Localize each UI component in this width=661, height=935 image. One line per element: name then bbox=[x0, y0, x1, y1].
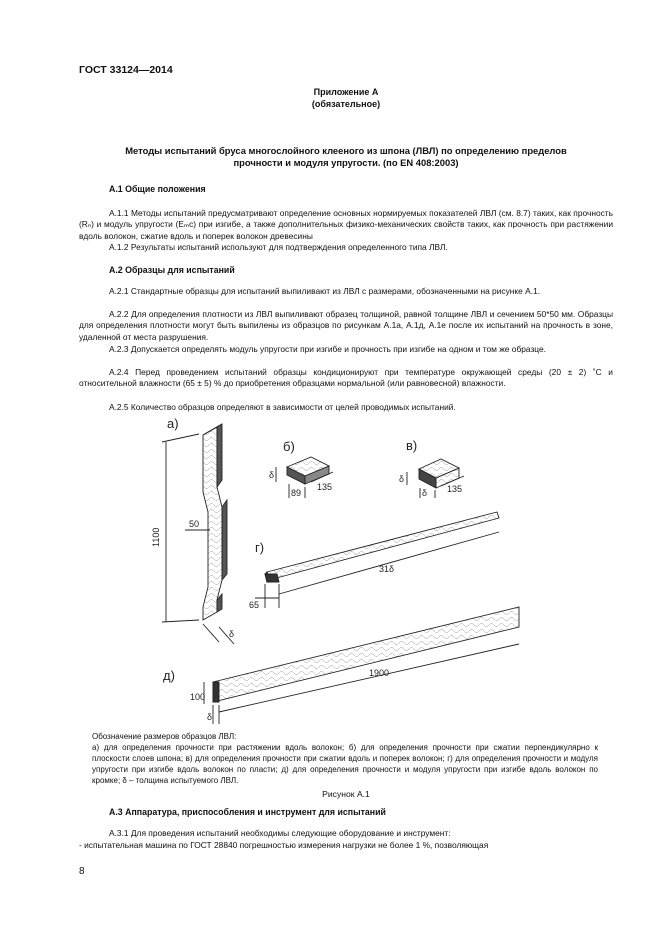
figure-caption-intro: Обозначение размеров образцов ЛВЛ: bbox=[92, 732, 237, 741]
dim-delta-v-2: δ bbox=[422, 488, 428, 498]
paragraph-a31: А.3.1 Для проведения испытаний необходимы следующие оборудование и инструмент: bbox=[109, 828, 451, 838]
paragraph-a24: А.2.4 Перед проведением испытаний образцы кондиционируют при температуре окружающей среды (20 ± 2) ˚С и относительной влажности (65 ± 5) % до приобретения образцами нормальной (или равновесной) влажности. bbox=[79, 367, 613, 389]
dim-delta-v: δ bbox=[399, 474, 405, 484]
page-number: 8 bbox=[79, 866, 85, 877]
dim-100: 100 bbox=[190, 692, 206, 702]
dim-delta-b: δ bbox=[269, 470, 275, 480]
dim-delta-d: δ bbox=[207, 712, 213, 722]
paragraph-a21: А.2.1 Стандартные образцы для испытаний выпиливают из ЛВЛ с размерами, обозначенными на рисунке А.1. bbox=[109, 286, 541, 296]
figure-label-a: а) bbox=[167, 416, 179, 431]
appendix-title: Приложение А bbox=[313, 87, 379, 97]
paragraph-a11: А.1.1 Методы испытаний предусматривают определение основных нормируемых показателей ЛВЛ (см. 8.7) таких, как прочность (Rₙ) и модуль упругости (Eₘc) при изгибе, а также дополнительных физико-механических свойств таких, как прочность при растяжении вдоль волокон, сжатие вдоль и поперек волокон древесины bbox=[79, 208, 613, 241]
main-title bbox=[79, 145, 613, 169]
main-title-line-2: прочности и модуля упругости. (по EN 408:2003) bbox=[233, 157, 459, 168]
paragraph-a22: А.2.2 Для определения плотности из ЛВЛ выпиливают образец толщиной, равной толщине ЛВЛ и сечением 50*50 мм. Образцы для определения плотности могут быть выпилены из образцов по рисункам А.1а, А.1д, А.1е после их испытаний на прочность в зоне, удаленной от места разрушения. bbox=[79, 309, 613, 342]
paragraph-a31-item: - испытательная машина по ГОСТ 28840 погрешностью измерения нагрузки не более 1 %, позволяющая bbox=[79, 840, 489, 850]
paragraph-a12: А.1.2 Результаты испытаний используют для подтверждения определенного типа ЛВЛ. bbox=[109, 242, 448, 252]
document-code: ГОСТ 33124—2014 bbox=[79, 64, 173, 76]
specimen-a bbox=[162, 424, 234, 644]
figure-label-v: в) bbox=[406, 438, 418, 453]
figure-a1-drawing bbox=[79, 412, 619, 732]
figure-number: Рисунок А.1 bbox=[322, 789, 370, 799]
dim-31d: 31δ bbox=[379, 564, 395, 574]
figure-label-b: б) bbox=[283, 439, 295, 454]
paragraph-a25: А.2.5 Количество образцов определяют в зависимости от целей проводимых испытаний. bbox=[109, 402, 456, 412]
dim-135-b: 135 bbox=[317, 482, 333, 492]
dim-delta-a: δ bbox=[229, 629, 235, 639]
appendix-status: (обязательное) bbox=[311, 99, 381, 109]
figure-caption-text: а) для определения прочности при растяжении вдоль волокон; б) для определения прочности при сжатии перпендикулярно к плоскости слоев шпона; в) для определения прочности при сжатии вдоль и поперек волокон; г) для определения прочности и модуля упругости при изгибе вдоль волокон по пласти; д) для определения прочности и модуля упругости при изгибе вдоль волокон по кромке; δ – толщина испытуемого ЛВЛ. bbox=[92, 743, 598, 785]
figure-label-g: г) bbox=[255, 540, 265, 555]
section-1-heading: А.1 Общие положения bbox=[109, 184, 206, 194]
dim-1900: 1900 bbox=[369, 668, 390, 678]
section-3-heading: А.3 Аппаратура, приспособления и инструмент для испытаний bbox=[109, 807, 386, 817]
dim-50: 50 bbox=[189, 519, 200, 529]
dim-135-v: 135 bbox=[447, 484, 463, 494]
figure-label-d: д) bbox=[163, 668, 175, 683]
main-title-line-1: Методы испытаний бруса многослойного клееного из шпона (ЛВЛ) по определению пределов bbox=[125, 145, 567, 156]
dim-65: 65 bbox=[249, 600, 260, 610]
specimen-d bbox=[204, 607, 519, 724]
dim-89: 89 bbox=[291, 488, 302, 498]
dim-1100: 1100 bbox=[151, 527, 161, 547]
paragraph-a23: А.2.3 Допускается определять модуль упругости при изгибе и прочность при изгибе на одном и том же образце. bbox=[109, 344, 546, 354]
section-2-heading: А.2 Образцы для испытаний bbox=[109, 265, 235, 275]
specimen-g bbox=[255, 512, 499, 608]
